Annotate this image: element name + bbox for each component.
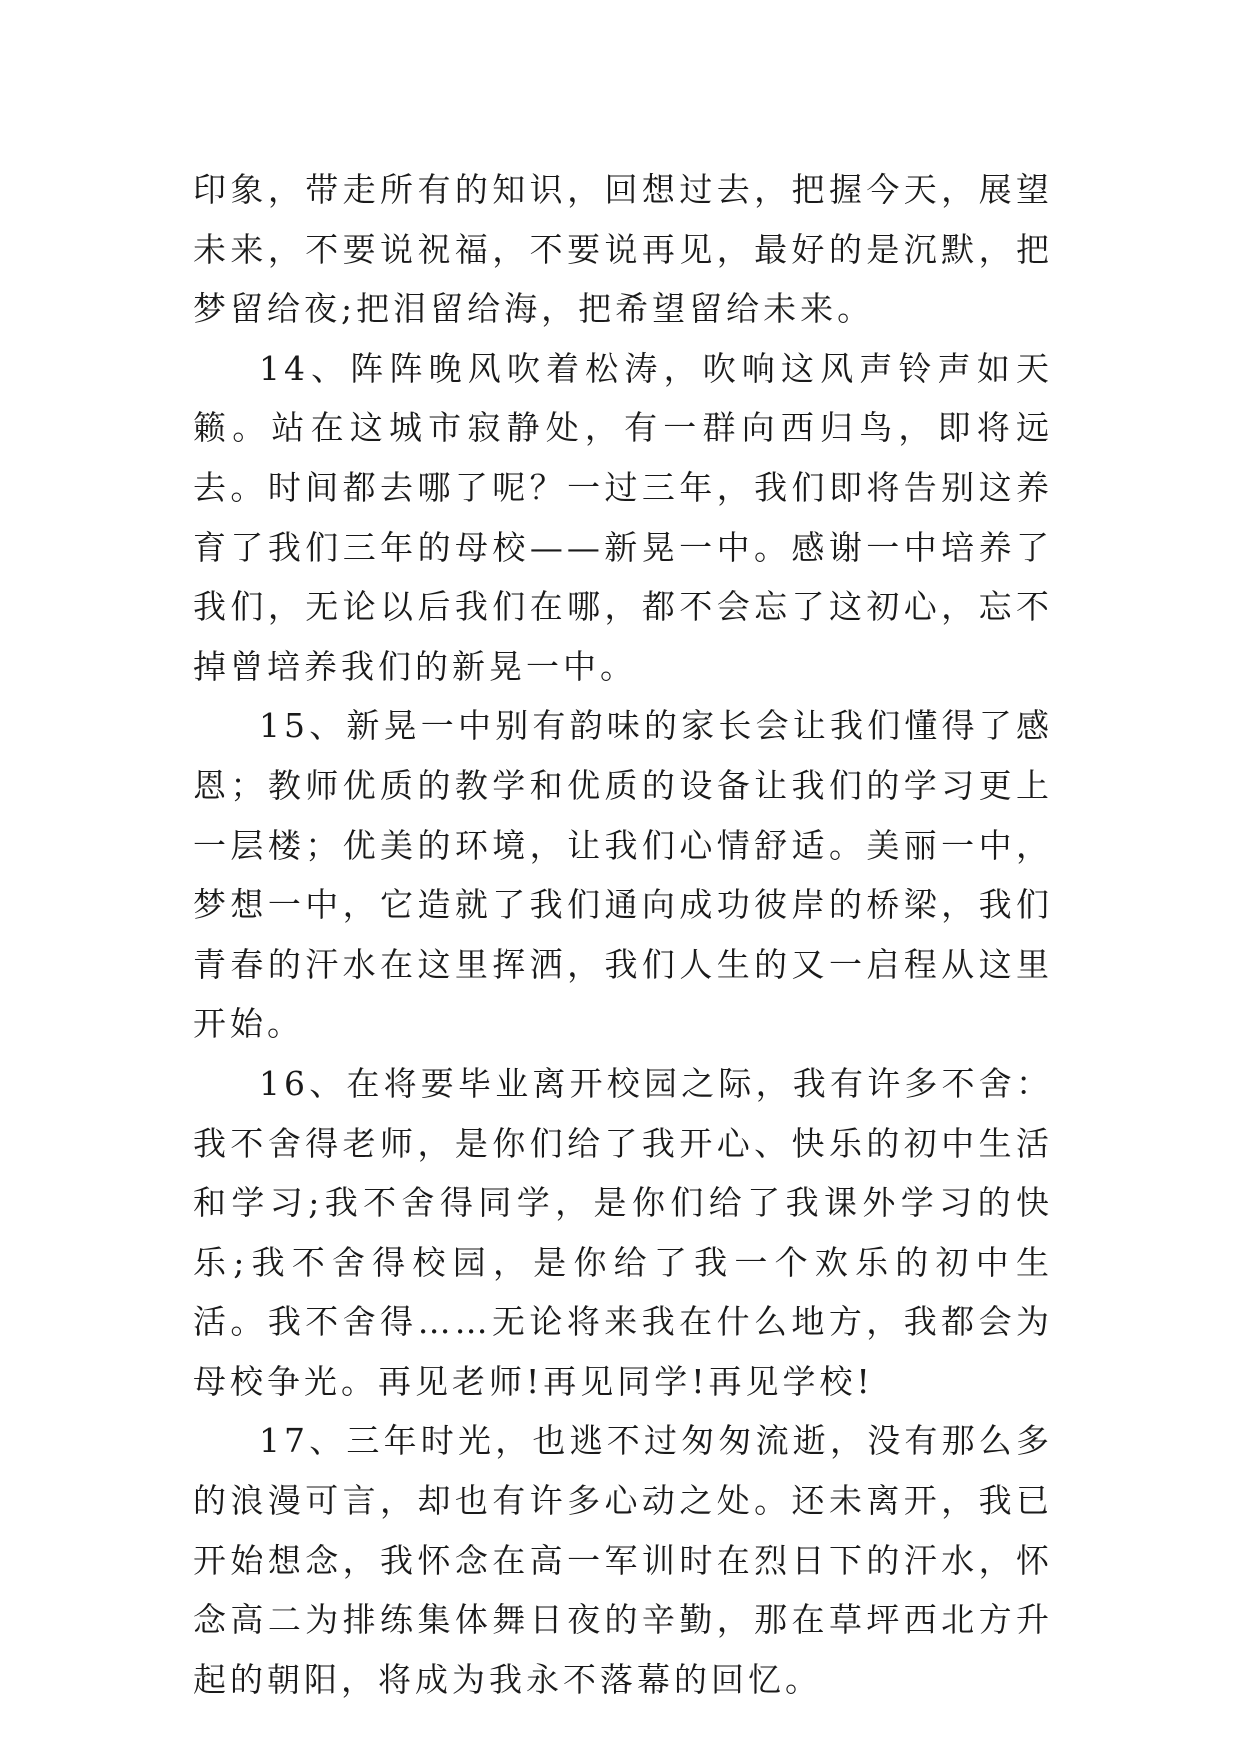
document-body (193, 160, 1053, 1709)
paragraph-17: 17、三年时光，也逃不过匆匆流逝，没有那么多的浪漫可言，却也有许多心动之处。还未离开，我已开始想念，我怀念在高一军训时在烈日下的汗水，怀念高二为排练集体舞日夜的辛勤，那在草坪西北方升起的朝阳，将成为我永不落幕的回忆。 (193, 1421, 1053, 1699)
paragraph-15: 15、新晃一中别有韵味的家长会让我们懂得了感恩；教师优质的教学和优质的设备让我们的学习更上一层楼；优美的环境，让我们心情舒适。美丽一中，梦想一中，它造就了我们通向成功彼岸的桥梁，我们青春的汗水在这里挥洒，我们人生的又一启程从这里开始。 (193, 706, 1053, 1044)
paragraph-14: 14、阵阵晚风吹着松涛，吹响这风声铃声如天籁。站在这城市寂静处，有一群向西归鸟，即将远去。时间都去哪了呢？一过三年，我们即将告别这养育了我们三年的母校——新晃一中。感谢一中培养了我们，无论以后我们在哪，都不会忘了这初心，忘不掉曾培养我们的新晃一中。 (193, 348, 1053, 686)
paragraph-16: 16、在将要毕业离开校园之际，我有许多不舍：我不舍得老师，是你们给了我开心、快乐的初中生活和学习;我不舍得同学，是你们给了我课外学习的快乐;我不舍得校园，是你给了我一个欢乐的初中生活。我不舍得……无论将来我在什么地方，我都会为母校争光。再见老师!再见同学!再见学校! (193, 1063, 1053, 1401)
paragraph-continuation: 印象，带走所有的知识，回想过去，把握今天，展望未来，不要说祝福，不要说再见，最好的是沉默，把梦留给夜;把泪留给海，把希望留给未来。 (193, 170, 1053, 329)
